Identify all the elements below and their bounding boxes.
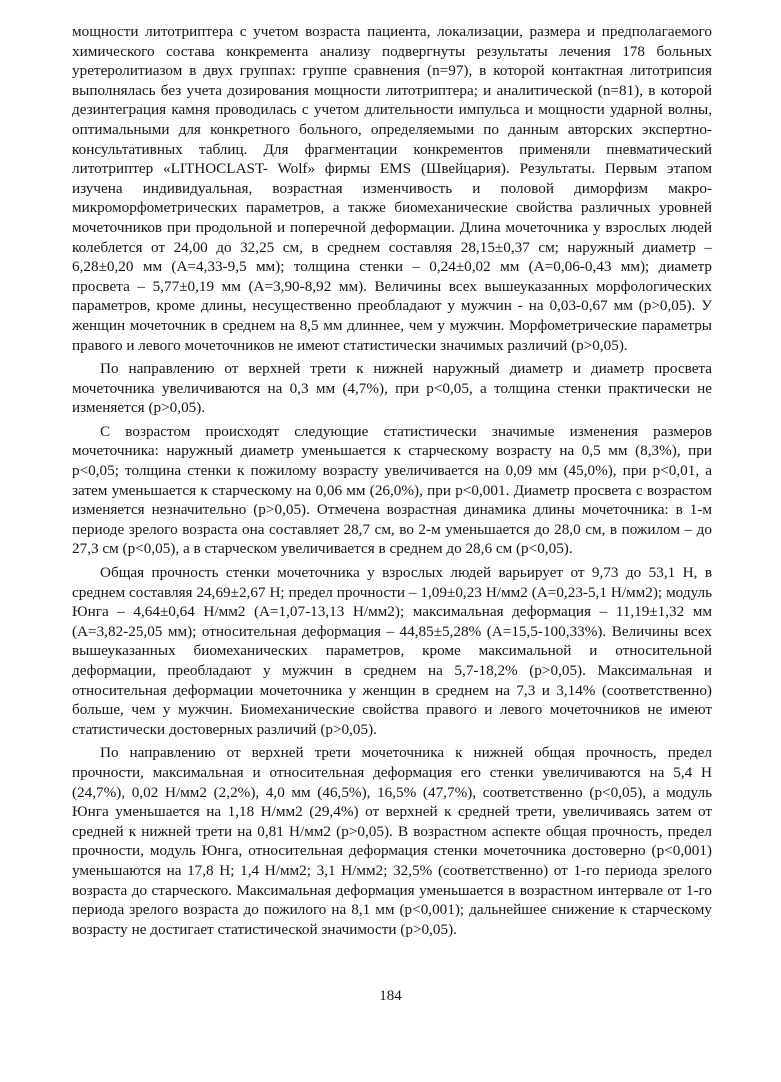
paragraph-thirds-diameter: По направлению от верхней трети к нижней наружный диаметр и диаметр просвета мочеточника увеличиваются на 0,3 мм (4,7%), при p<0,05, а толщина стенки практически не изменяется (p>0,05).	[72, 360, 712, 417]
page-body	[72, 22, 712, 939]
page-number: 184	[379, 988, 402, 1004]
paragraph-age-changes: С возрастом происходят следующие статистически значимые изменения размеров мочеточника: наружный диаметр уменьшается к старческому возрасту на 0,5 мм (8,3%), при p<0,05; толщина стенки к пожилому возрасту увеличивается на 0,09 мм (45,0%), при p<0,01, а затем уменьшается к старческому на 0,06 мм (26,0%), при p<0,001. Диаметр просвета с возрастом изменяется незначительно (p>0,05). Отмечена возрастная динамика длины мочеточника: в 1-м периоде зрелого возраста она составляет 28,7 см, во 2-м уменьшается до 28,0 см, в пожилом – до 27,3 см (p<0,05), а в старческом увеличивается в среднем до 28,6 см (p<0,05).	[72, 422, 712, 558]
paragraph-thirds-strength: По направлению от верхней трети мочеточника к нижней общая прочность, предел прочности, максимальная и относительная деформация его стенки увеличиваются на 5,4 Н (24,7%), 0,02 Н/мм2 (2,2%), 4,0 мм (46,5%), 16,5% (47,7%), соответственно (p<0,05), а модуль Юнга уменьшается на 1,18 Н/мм2 (29,4%) от верхней к средней трети, увеличиваясь затем от средней к нижней трети на 0,81 Н/мм2 (p>0,05). В возрастном аспекте общая прочность, предел прочности, модуль Юнга, относительная деформация стенки мочеточника достоверно (p<0,001) уменьшаются на 17,8 Н; 1,4 Н/мм2; 3,1 Н/мм2; 32,5% (соответственно) от 1-го периода зрелого возраста до старческого. Максимальная деформация уменьшается в возрастном интервале от 1-го периода зрелого возраста до пожилого на 8,1 мм (p<0,001); дальнейшее снижение к старческому возрасту не достигает статистической значимости (p>0,05).	[72, 744, 712, 938]
paragraph-methods-results: мощности литотриптера с учетом возраста пациента, локализации, размера и предполагаемого химического состава конкремента анализу подвергнуты результаты лечения 178 больных уретеролитиазом в двух группах: группе сравнения (n=97), в которой контактная литотрипсия выполнялась без учета дозирования мощности литотриптера; и аналитической (n=81), в которой дезинтеграция камня проводилась с учетом длительности импульса и мощности ударной волны, оптимальными для конкретного больного, определяемыми по данным авторских экспертно-консультативных таблиц. Для фрагментации конкрементов применяли пневматический литотриптер «LITHOCLAST- Wolf» фирмы EMS (Швейцария). Результаты. Первым этапом изучена индивидуальная, возрастная изменчивость и половой диморфизм макро-микроморфометрических параметров, а также биомеханические свойства различных уровней мочеточников при продольной и поперечной деформации. Длина мочеточника у взрослых людей колеблется от 24,00 до 32,25 см, в среднем составляя 28,15±0,37 см; наружный диаметр – 6,28±0,20 мм (А=4,33-9,5 мм); толщина стенки – 0,24±0,02 мм (А=0,06-0,43 мм); диаметр просвета – 5,77±0,19 мм (А=3,90-8,92 мм). Величины всех вышеуказанных морфологических параметров, кроме длины, несущественно преобладают у мужчин - на 0,03-0,67 мм (p>0,05). У женщин мочеточник в среднем на 8,5 мм длиннее, чем у мужчин. Морфометрические параметры правого и левого мочеточников не имеют статистически значимых различий (p>0,05).	[72, 23, 712, 354]
paragraph-biomechanics: Общая прочность стенки мочеточника у взрослых людей варьирует от 9,73 до 53,1 Н, в среднем составляя 24,69±2,67 Н; предел прочности – 1,09±0,23 Н/мм2 (А=0,23-5,1 Н/мм2); модуль Юнга – 4,64±0,64 Н/мм2 (А=1,07-13,13 Н/мм2); максимальная деформация – 11,19±1,32 мм (А=3,82-25,05 мм); относительная деформация – 44,85±5,28% (А=15,5-100,33%). Величины всех вышеуказанных биомеханических параметров, кроме максимальной и относительной деформации, преобладают у мужчин в среднем на 5,7-18,2% (p>0,05). Максимальная и относительная деформации мочеточника у женщин в среднем на 7,3 и 3,14% (соответственно) больше, чем у мужчин. Биомеханические свойства правого и левого мочеточников не имеют статистически достоверных различий (p>0,05).	[72, 564, 712, 738]
